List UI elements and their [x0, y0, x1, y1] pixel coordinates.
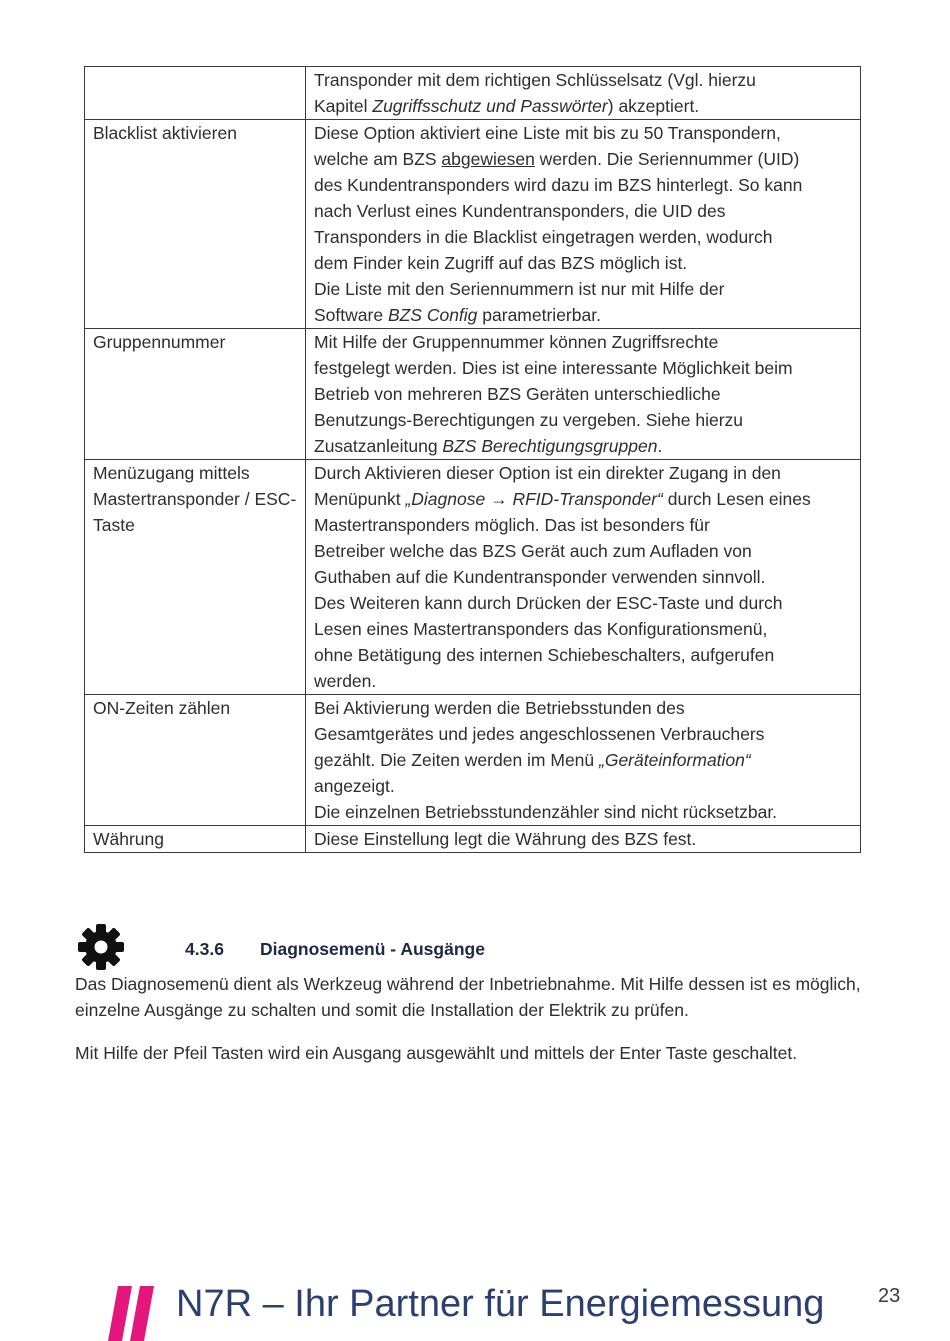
italic-text: BZS Config — [387, 305, 478, 325]
italic-text: „Diagnose — [405, 489, 491, 509]
text-run: Durch Aktivieren dieser Option ist ein direkter Zugang in den — [314, 463, 781, 483]
table-row — [85, 120, 861, 329]
text-run: parametrierbar. — [477, 305, 601, 325]
text-run: welche am BZS — [314, 149, 442, 169]
text-run: . — [657, 436, 663, 456]
table-row — [85, 329, 861, 460]
italic-text: BZS Berechtigungsgruppen — [442, 436, 658, 456]
option-description — [306, 120, 861, 329]
option-description — [306, 826, 861, 853]
description-line — [314, 695, 852, 721]
text-run: Transponders in die Blacklist eingetragen werden, wodurch — [314, 227, 773, 247]
description-line — [314, 512, 852, 538]
description-line — [314, 616, 852, 642]
options-table-body — [85, 67, 861, 853]
text-run: Software — [314, 305, 388, 325]
description-line — [314, 826, 852, 852]
underlined-text: abgewiesen — [441, 149, 535, 169]
text-run: Bei Aktivierung werden die Betriebsstunden des — [314, 698, 685, 718]
gear-icon — [76, 922, 126, 972]
text-run: Diese Option aktiviert eine Liste mit bis zu 50 Transpondern, — [314, 123, 781, 143]
text-run: Betreiber welche das BZS Gerät auch zum Aufladen von — [314, 541, 752, 561]
text-run: gezählt. Die Zeiten werden im Menü — [314, 750, 599, 770]
section-number: 4.3.6 — [185, 939, 224, 959]
option-name: Blacklist aktivieren — [85, 120, 306, 329]
text-run: nach Verlust eines Kundentransponders, die UID des — [314, 201, 726, 221]
footer-slogan: N7R – Ihr Partner für Energiemessung — [176, 1283, 825, 1325]
italic-text: „Geräteinformation“ — [599, 750, 751, 770]
text-run: werden. — [314, 671, 377, 691]
description-line — [314, 67, 852, 93]
text-run: Zusatzanleitung — [314, 436, 443, 456]
page-number: 23 — [878, 1285, 901, 1307]
text-run: Betrieb von mehreren BZS Geräten unterschiedliche — [314, 384, 721, 404]
description-line — [314, 721, 852, 747]
description-line — [314, 642, 852, 668]
text-run: ) akzeptiert. — [607, 96, 700, 116]
section-title: Diagnosemenü - Ausgänge — [260, 939, 485, 959]
description-line — [314, 590, 852, 616]
option-description — [306, 67, 861, 120]
description-line — [314, 486, 852, 512]
description-line — [314, 120, 852, 146]
option-name: ON-Zeiten zählen — [85, 695, 306, 826]
table-row — [85, 695, 861, 826]
text-run: festgelegt werden. Dies ist eine interessante Möglichkeit beim — [314, 358, 793, 378]
option-description — [306, 329, 861, 460]
text-run: werden. Die Seriennummer (UID) — [534, 149, 800, 169]
description-line — [314, 302, 852, 328]
option-description — [306, 460, 861, 695]
text-run: des Kundentransponders wird dazu im BZS hinterlegt. So kann — [314, 175, 803, 195]
description-line — [314, 460, 852, 486]
options-table — [84, 66, 861, 853]
description-line — [314, 355, 852, 381]
table-row — [85, 67, 861, 120]
text-run: Menüpunkt — [314, 489, 406, 509]
table-row — [85, 826, 861, 853]
text-run: Kapitel — [314, 96, 373, 116]
description-line — [314, 433, 852, 459]
option-name: Währung — [85, 826, 306, 853]
description-line — [314, 224, 852, 250]
description-line — [314, 198, 852, 224]
description-line — [314, 93, 852, 119]
description-line — [314, 799, 852, 825]
text-run: Lesen eines Mastertransponders das Konfigurationsmenü, — [314, 619, 768, 639]
section-paragraph-1: Das Diagnosemenü dient als Werkzeug während der Inbetriebnahme. Mit Hilfe dessen ist es möglich, einzelne Ausgänge zu schalten und somit die Installation der Elektrik zu prüfen. — [75, 974, 861, 1020]
description-line — [314, 407, 852, 433]
description-line — [314, 381, 852, 407]
description-line — [314, 538, 852, 564]
description-line — [314, 668, 852, 694]
italic-text: Zugriffsschutz und Passwörter — [372, 96, 608, 116]
option-name: Menüzugang mittels Mastertransponder / ESC-Taste — [85, 460, 306, 695]
text-run: Guthaben auf die Kundentransponder verwenden sinnvoll. — [314, 567, 766, 587]
italic-text: RFID-Transponder“ — [507, 489, 663, 509]
text-run: Gesamtgerätes und jedes angeschlossenen Verbrauchers — [314, 724, 765, 744]
text-run: durch Lesen eines — [662, 489, 811, 509]
text-run: ohne Betätigung des internen Schiebeschalters, aufgerufen — [314, 645, 775, 665]
description-line — [314, 250, 852, 276]
text-run: Die Liste mit den Seriennummern ist nur mit Hilfe der — [314, 279, 725, 299]
description-line — [314, 329, 852, 355]
description-line — [314, 276, 852, 302]
description-line — [314, 146, 852, 172]
text-run: Mit Hilfe der Gruppennummer können Zugriffsrechte — [314, 332, 719, 352]
text-run: Des Weiteren kann durch Drücken der ESC-Taste und durch — [314, 593, 783, 613]
section-paragraph-2: Mit Hilfe der Pfeil Tasten wird ein Ausgang ausgewählt und mittels der Enter Taste geschaltet. — [75, 1043, 798, 1063]
table-row — [85, 460, 861, 695]
text-run: → — [490, 489, 508, 509]
description-line — [314, 747, 852, 773]
description-line — [314, 773, 852, 799]
text-run: Mastertransponders möglich. Das ist besonders für — [314, 515, 710, 535]
option-name: Gruppennummer — [85, 329, 306, 460]
description-line — [314, 564, 852, 590]
brand-logo-mark — [108, 1286, 160, 1341]
text-run: Transponder mit dem richtigen Schlüsselsatz (Vgl. hierzu — [314, 70, 756, 90]
text-run: dem Finder kein Zugriff auf das BZS möglich ist. — [314, 253, 688, 273]
option-name — [85, 67, 306, 120]
text-run: Benutzungs-Berechtigungen zu vergeben. Siehe hierzu — [314, 410, 744, 430]
text-run: angezeigt. — [314, 776, 395, 796]
option-description — [306, 695, 861, 826]
text-run: Diese Einstellung legt die Währung des BZS fest. — [314, 829, 697, 849]
description-line — [314, 172, 852, 198]
text-run: Die einzelnen Betriebsstundenzähler sind nicht rücksetzbar. — [314, 802, 778, 822]
